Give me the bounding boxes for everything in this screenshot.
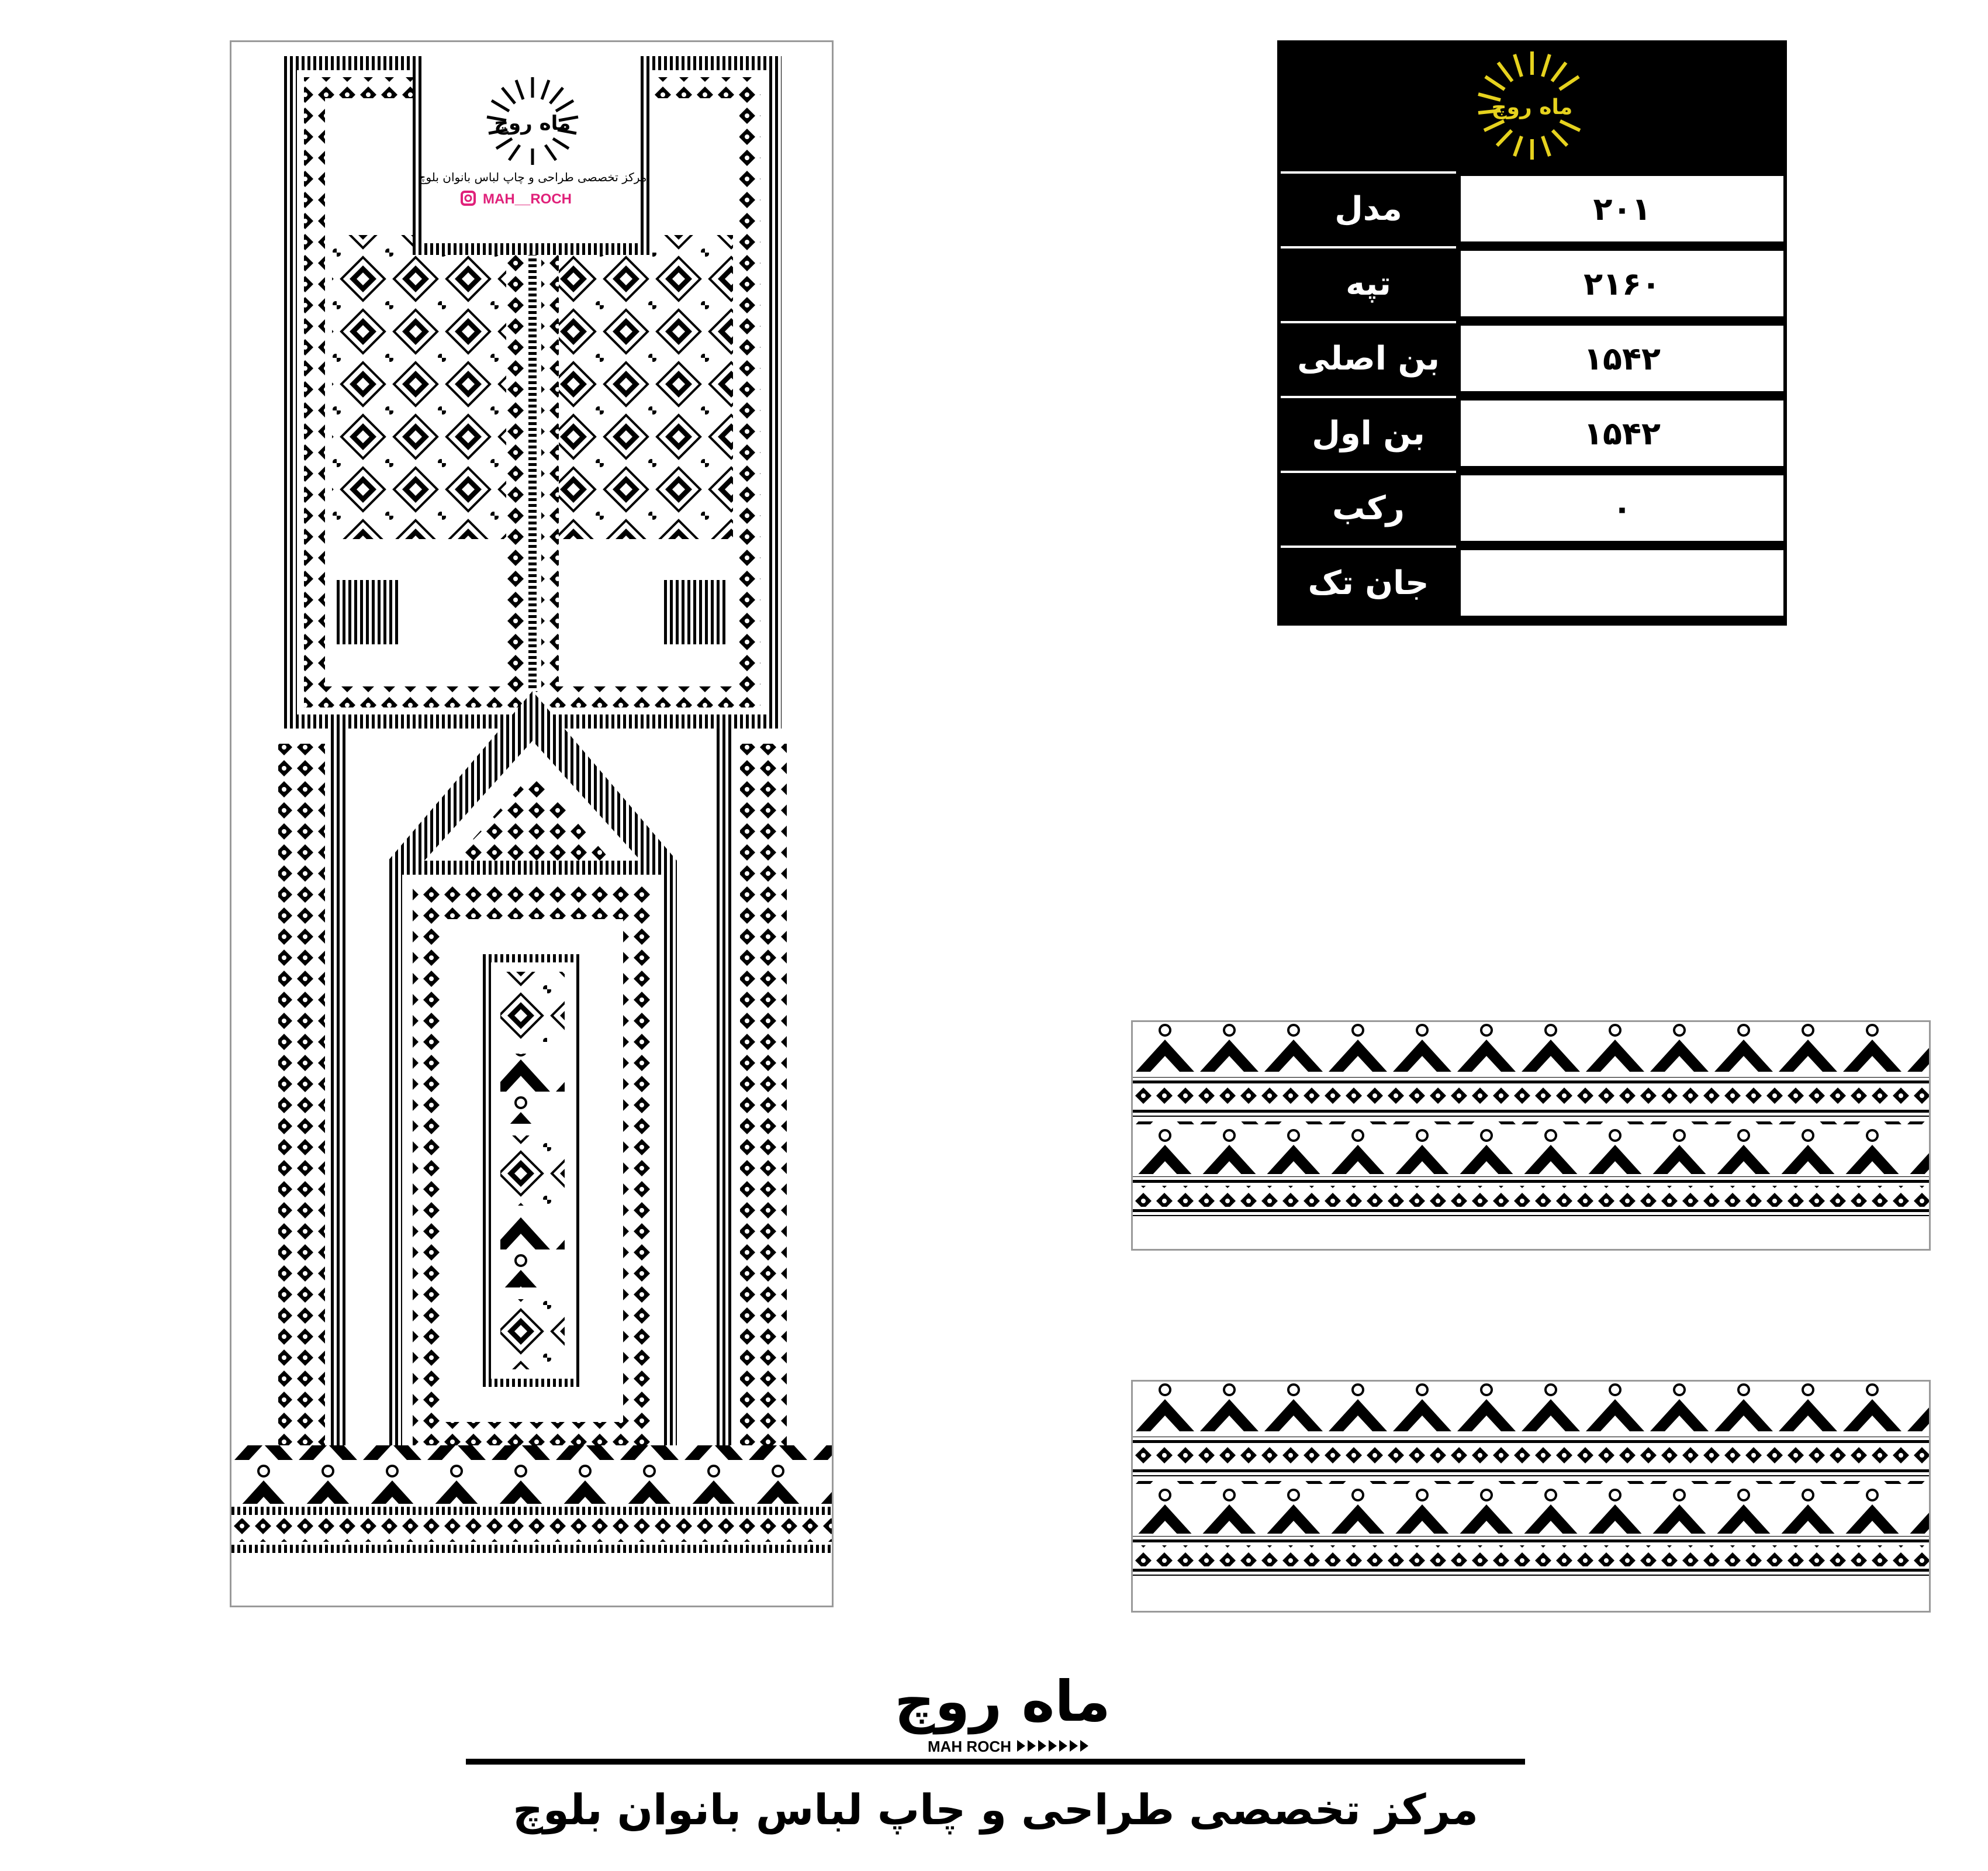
instagram-handle: MAH__ROCH <box>483 191 572 207</box>
dress-pattern-panel <box>230 40 834 1607</box>
spec-row-tapeh <box>1281 248 1783 319</box>
yoke-left-square <box>337 580 401 644</box>
spec-row-rekab <box>1281 473 1783 543</box>
footer-logo-latin: MAH ROCH <box>928 1738 1011 1755</box>
right-side-stripe <box>717 729 733 1489</box>
yoke-left-field <box>332 235 525 539</box>
spec-row-first-base <box>1281 398 1783 468</box>
left-side-stripe <box>331 729 347 1489</box>
spec-logo-box <box>1281 44 1783 171</box>
spec-value: ۱۵۴۲ <box>1461 326 1783 391</box>
spec-value: ۱۵۴۲ <box>1461 401 1783 466</box>
spec-label: بن اول <box>1312 414 1425 453</box>
hem-chain <box>231 1518 832 1542</box>
yoke-right-square <box>664 580 728 644</box>
sleeve-border-strip-1 <box>1131 1020 1931 1251</box>
spec-value: ۲۰۱ <box>1461 176 1783 241</box>
border-pattern-artwork <box>1133 1382 1929 1611</box>
right-side-motifs <box>740 744 787 1486</box>
footer-brand-logo <box>886 1665 1119 1759</box>
spec-value <box>1461 550 1783 616</box>
spec-logo-text: ماه روچ <box>1491 95 1573 119</box>
sleeve-border-strip-2 <box>1131 1380 1931 1613</box>
spec-label: رکب <box>1332 489 1405 527</box>
neck-logo-text: ماه روچ <box>494 112 571 135</box>
footer-divider <box>466 1759 1525 1765</box>
dress-pattern-artwork <box>231 42 832 1606</box>
footer-title: مرکز تخصصی طراحی و چاپ لباس بانوان بلوچ <box>513 1785 1478 1834</box>
spec-label: بن اصلی <box>1297 339 1440 378</box>
spec-row-main-base <box>1281 323 1783 393</box>
spec-label: جان تک <box>1308 564 1429 602</box>
hem-triangles <box>231 1445 832 1504</box>
spec-value: ۰ <box>1461 475 1783 541</box>
brand-logo-icon <box>886 1665 1119 1759</box>
spec-label: تپه <box>1346 264 1391 303</box>
spec-table <box>1277 40 1787 626</box>
spec-row-jan-tak <box>1281 548 1783 618</box>
sun-logo-icon <box>1281 44 1783 171</box>
footer-logo-text: ماه روچ <box>894 1669 1111 1734</box>
yoke-right-field <box>540 235 733 539</box>
neck-subtitle: مرکز تخصصی طراحی و چاپ لباس بانوان بلوچ <box>418 170 647 184</box>
spec-label: مدل <box>1334 189 1402 228</box>
border-pattern-artwork <box>1133 1022 1929 1249</box>
left-side-motifs <box>278 744 325 1486</box>
spec-value: ۲۱۶۰ <box>1461 251 1783 316</box>
spec-row-model <box>1281 174 1783 244</box>
